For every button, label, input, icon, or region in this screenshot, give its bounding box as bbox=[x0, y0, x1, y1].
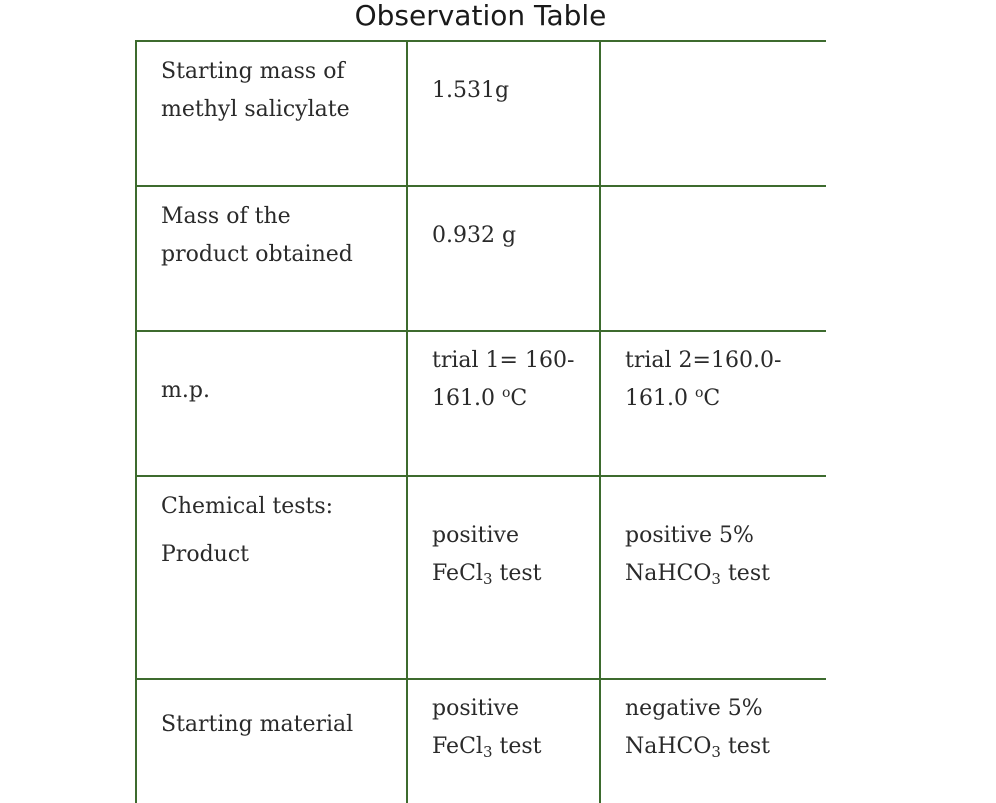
chem-subscript: 3 bbox=[482, 570, 493, 588]
test-result-line1: positive bbox=[432, 523, 519, 548]
test-result-line1: positive bbox=[432, 696, 519, 721]
table-cell bbox=[407, 186, 600, 331]
test-result-line2 bbox=[432, 555, 591, 593]
starting-mass-value: 1.531g bbox=[432, 78, 510, 103]
row-label-line: Product bbox=[161, 542, 249, 567]
temperature-unit: C bbox=[510, 386, 528, 411]
test-result-line1: negative 5% bbox=[625, 696, 763, 721]
table-cell bbox=[136, 476, 407, 679]
chem-formula: FeCl bbox=[432, 561, 483, 586]
observation-table-wrapper bbox=[135, 40, 826, 803]
table-cell bbox=[136, 679, 407, 803]
table-cell bbox=[600, 186, 826, 331]
mp-trial-1-line1: trial 1= 160- bbox=[432, 348, 575, 373]
chem-subscript: 3 bbox=[482, 743, 493, 761]
chem-formula: NaHCO bbox=[625, 734, 712, 759]
table-cell bbox=[136, 41, 407, 186]
degree-mark: o bbox=[501, 385, 511, 401]
row-label-line: product obtained bbox=[161, 242, 353, 267]
row-label-line: Starting mass of bbox=[161, 59, 345, 84]
test-result-line2 bbox=[625, 728, 820, 766]
row-label-line: Mass of the bbox=[161, 204, 291, 229]
test-result-line2 bbox=[432, 728, 591, 766]
mp-value: 161.0 bbox=[432, 386, 502, 411]
test-result-line1: positive 5% bbox=[625, 523, 754, 548]
test-suffix: test bbox=[720, 561, 770, 586]
table-cell bbox=[600, 331, 826, 476]
chem-subscript: 3 bbox=[711, 570, 721, 588]
mp-value: 161.0 bbox=[625, 386, 695, 411]
table-cell bbox=[600, 476, 826, 679]
row-label: m.p. bbox=[161, 378, 210, 403]
table-cell bbox=[600, 679, 826, 803]
table-cell bbox=[136, 331, 407, 476]
chem-formula: NaHCO bbox=[625, 561, 712, 586]
table-row bbox=[136, 41, 826, 186]
table-cell bbox=[407, 331, 600, 476]
table-cell bbox=[407, 679, 600, 803]
table-row bbox=[136, 186, 826, 331]
product-mass-value: 0.932 g bbox=[432, 223, 517, 248]
table-cell bbox=[600, 41, 826, 186]
row-label: Starting material bbox=[161, 712, 354, 737]
observation-table bbox=[135, 40, 826, 803]
degree-mark: o bbox=[694, 385, 704, 401]
temperature-unit: C bbox=[703, 386, 721, 411]
mp-trial-1-line2 bbox=[432, 380, 591, 418]
test-result-line2 bbox=[625, 555, 820, 593]
test-suffix: test bbox=[720, 734, 770, 759]
page-title: Observation Table bbox=[354, 0, 607, 32]
mp-trial-2-line2 bbox=[625, 380, 820, 418]
chem-formula: FeCl bbox=[432, 734, 483, 759]
table-cell bbox=[407, 476, 600, 679]
chem-subscript: 3 bbox=[711, 743, 721, 761]
mp-trial-2-line1: trial 2=160.0- bbox=[625, 348, 782, 373]
table-row bbox=[136, 679, 826, 803]
table-cell bbox=[136, 186, 407, 331]
table-cell bbox=[407, 41, 600, 186]
table-row bbox=[136, 476, 826, 679]
row-label-line: methyl salicylate bbox=[161, 97, 350, 122]
row-label-line: Chemical tests: bbox=[161, 494, 334, 519]
test-suffix: test bbox=[492, 561, 542, 586]
table-row bbox=[136, 331, 826, 476]
test-suffix: test bbox=[492, 734, 542, 759]
